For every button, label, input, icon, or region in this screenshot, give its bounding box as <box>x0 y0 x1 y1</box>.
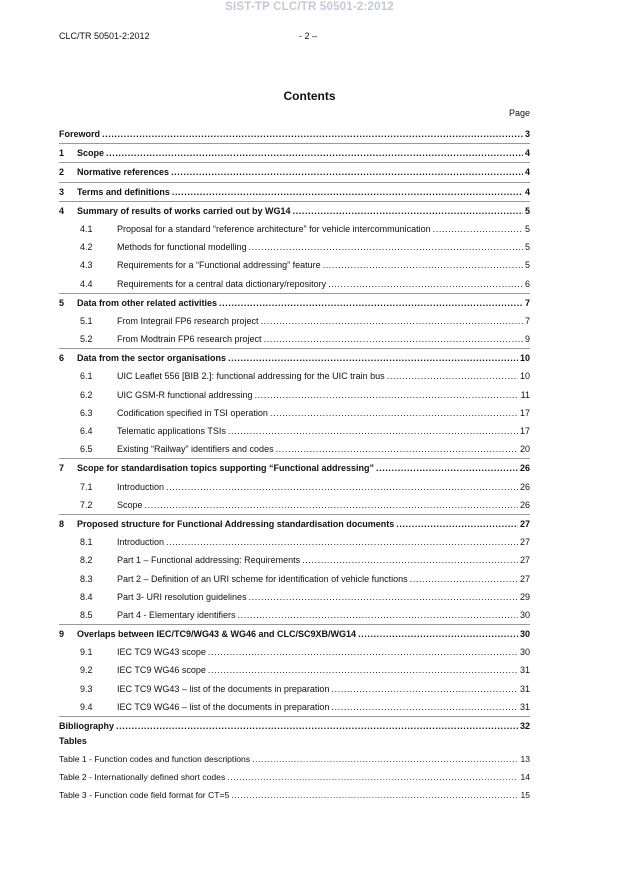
dot-leader <box>376 459 518 477</box>
toc-entry-page: 27 <box>519 573 530 584</box>
table-list-entry-title: Table 2 - Internationally defined short codes <box>59 772 226 783</box>
toc-entry-title: Data from other related activities <box>77 297 218 308</box>
toc-entry-number: 5 <box>59 297 65 308</box>
toc-entry-title: UIC GSM-R functional addressing <box>117 389 253 400</box>
toc-entry-number: 9.2 <box>80 665 93 676</box>
toc-entry-number: 8.2 <box>80 555 93 566</box>
toc-entry[interactable] <box>59 533 530 551</box>
dot-leader <box>255 386 519 404</box>
toc-entry-title: Scope <box>117 499 143 510</box>
toc-entry[interactable] <box>59 422 530 440</box>
toc-entry[interactable] <box>59 698 530 716</box>
toc-entry-title: IEC TC9 WG43 scope <box>117 647 206 658</box>
toc-entry-page: 7 <box>524 315 530 326</box>
toc-entry-title: Summary of results of works carried out by WG14 <box>77 205 291 216</box>
toc-entry-title: IEC TC9 WG43 – list of the documents in preparation <box>117 683 330 694</box>
toc-entry-title: Proposal for a standard “reference architecture” for vehicle intercommunication <box>117 223 431 234</box>
toc-entry-title: Telematic applications TSIs <box>117 426 226 436</box>
toc-entry-title: Introduction <box>117 537 165 548</box>
toc-entry[interactable] <box>59 182 530 201</box>
toc-entry-page: 32 <box>519 721 530 731</box>
toc-entry-number: 8.5 <box>80 609 93 620</box>
dot-leader <box>387 367 518 385</box>
toc-entry[interactable] <box>59 680 530 698</box>
toc-entry-number: 3 <box>59 186 65 197</box>
toc-entry[interactable] <box>59 551 530 569</box>
document-id: CLC/TR 50501-2:2012 <box>59 31 150 41</box>
toc-entry-title: UIC Leaflet 556 [BIB 2.]: functional addressing for the UIC train bus <box>117 371 385 382</box>
toc-entry[interactable] <box>59 367 530 385</box>
toc-entry-number: 1 <box>59 148 65 159</box>
table-list-entry[interactable] <box>59 786 530 804</box>
toc-entry-page: 26 <box>519 499 530 510</box>
toc-entry[interactable] <box>59 624 530 643</box>
dot-leader <box>264 330 523 348</box>
toc-entry-page: 27 <box>519 537 530 548</box>
toc-entry-number: 8.4 <box>80 591 93 602</box>
toc-entry-number: 8.3 <box>80 573 93 584</box>
toc-entry-number: 6.2 <box>80 389 93 400</box>
dot-leader <box>106 144 523 162</box>
table-list-entry-page: 15 <box>520 790 530 801</box>
toc-entry-title: Overlaps between IEC/TC9/WG43 & WG46 and CLC/SC9XB/WG14 <box>77 629 357 640</box>
toc-entry-page: 4 <box>524 186 530 197</box>
toc-entry-number: 9.3 <box>80 683 93 694</box>
toc-entry-page: 5 <box>524 205 530 216</box>
toc-entry[interactable] <box>59 514 530 533</box>
toc-entry[interactable] <box>59 661 530 679</box>
toc-entry-page: 10 <box>519 371 530 382</box>
toc-entry[interactable] <box>59 496 530 514</box>
toc-entry-page: 17 <box>519 426 530 436</box>
dot-leader <box>228 422 518 440</box>
toc-entry-page: 3 <box>524 129 530 139</box>
toc-entry-number: 5.1 <box>80 315 93 326</box>
dot-leader <box>219 294 523 312</box>
toc-entry-title: Codification specified in TSI operation <box>117 407 268 418</box>
dot-leader <box>171 163 523 181</box>
page-title: Contents <box>283 89 336 103</box>
dot-leader <box>116 717 518 735</box>
table-list-entry-page: 14 <box>520 772 530 783</box>
toc-entry-page: 17 <box>519 407 530 418</box>
toc-entry-number: 6.5 <box>80 444 93 455</box>
toc-entry[interactable] <box>59 125 530 143</box>
table-list-entry-page: 13 <box>520 754 530 764</box>
toc-entry-number: 5.2 <box>80 334 93 345</box>
toc-entry-number: 8.1 <box>80 537 93 548</box>
toc-entry-title: Bibliography <box>59 721 115 731</box>
dot-leader <box>323 256 523 274</box>
dot-leader <box>231 786 518 804</box>
toc-entry-title: Scope for standardisation topics supporting “Functional addressing” <box>77 463 375 474</box>
dot-leader <box>228 349 518 367</box>
toc-entry-number: 4.3 <box>80 260 93 271</box>
list-of-tables <box>59 750 530 805</box>
watermark: SIST-TP CLC/TR 50501-2:2012 <box>225 1 394 13</box>
dot-leader <box>410 570 518 588</box>
toc-entry-title: Normative references <box>77 167 170 178</box>
toc-entry-page: 4 <box>524 167 530 178</box>
table-list-entry-title: Table 3 - Function code field format for CT=5 <box>59 790 230 801</box>
toc-entry[interactable] <box>59 643 530 661</box>
toc-entry-number: 9.1 <box>80 647 93 658</box>
toc-entry-title: Data from the sector organisations <box>77 353 227 364</box>
toc-entry-title: From Modtrain FP6 research project <box>117 334 262 345</box>
toc-entry-number: 4.2 <box>80 242 93 253</box>
toc-entry[interactable] <box>59 716 530 735</box>
toc-entry[interactable] <box>59 220 530 238</box>
dot-leader <box>302 551 518 569</box>
toc-entry-number: 7.2 <box>80 499 93 510</box>
toc-entry-number: 4.4 <box>80 278 93 289</box>
toc-entry[interactable] <box>59 238 530 256</box>
toc-entry-page: 5 <box>524 223 530 234</box>
page-number: - 2 – <box>299 31 318 41</box>
dot-leader <box>166 478 518 496</box>
toc-entry-title: Requirements for a central data dictionary/repository <box>117 278 327 289</box>
toc-entry-title: From Integrail FP6 research project <box>117 315 259 326</box>
toc-entry-number: 7 <box>59 463 65 474</box>
toc-entry-title: Existing “Railway” identifiers and codes <box>117 444 274 455</box>
dot-leader <box>433 220 523 238</box>
dot-leader <box>270 404 518 422</box>
toc-entry[interactable] <box>59 386 530 404</box>
toc-entry[interactable] <box>59 201 530 220</box>
toc-entry-number: 6.3 <box>80 407 93 418</box>
dot-leader <box>331 698 518 716</box>
dot-leader <box>358 625 518 643</box>
dot-leader <box>249 238 523 256</box>
toc-entry-page: 7 <box>524 297 530 308</box>
toc-entry[interactable] <box>59 256 530 274</box>
toc-entry-title: Terms and definitions <box>77 186 170 197</box>
toc-entry-number: 9 <box>59 629 65 640</box>
toc-entry-page: 5 <box>524 260 530 271</box>
toc-entry-title: IEC TC9 WG46 scope <box>117 665 206 676</box>
toc-entry-number: 7.1 <box>80 481 93 492</box>
tables-heading: Tables <box>59 736 87 746</box>
toc-entry-title: Scope <box>77 148 105 159</box>
dot-leader <box>328 275 523 293</box>
toc-entry[interactable] <box>59 478 530 496</box>
toc-entry[interactable] <box>59 440 530 458</box>
toc-entry-title: Introduction <box>117 481 165 492</box>
dot-leader <box>166 533 518 551</box>
dot-leader <box>102 125 523 143</box>
toc-entry[interactable] <box>59 312 530 330</box>
toc-entry-page: 31 <box>519 665 530 676</box>
toc-entry[interactable] <box>59 143 530 162</box>
toc-entry-number: 6 <box>59 353 65 364</box>
table-list-entry[interactable] <box>59 750 530 768</box>
toc-entry-number: 2 <box>59 167 65 178</box>
toc-entry-title: Foreword <box>59 129 101 139</box>
toc-entry-title: Part 1 – Functional addressing: Requirements <box>117 555 301 566</box>
dot-leader <box>172 183 523 201</box>
dot-leader <box>145 496 518 514</box>
toc-entry-number: 6.4 <box>80 426 93 436</box>
toc-entry-title: Requirements for a “Functional addressing” feature <box>117 260 321 271</box>
toc-entry[interactable] <box>59 348 530 367</box>
dot-leader <box>276 440 518 458</box>
toc-entry-title: Proposed structure for Functional Addressing standardisation documents <box>77 518 395 529</box>
toc-entry-title: Part 3- URI resolution guidelines <box>117 591 247 602</box>
toc-entry[interactable] <box>59 293 530 312</box>
table-of-contents <box>59 125 530 735</box>
toc-entry-number: 4 <box>59 205 65 216</box>
toc-entry-page: 9 <box>524 334 530 345</box>
toc-entry[interactable] <box>59 606 530 624</box>
toc-entry-title: Part 2 – Definition of an URI scheme for identification of vehicle functions <box>117 573 408 584</box>
toc-entry-number: 4.1 <box>80 223 93 234</box>
toc-entry-page: 31 <box>519 701 530 712</box>
toc-entry-title: Methods for functional modelling <box>117 242 247 253</box>
toc-entry-page: 29 <box>519 591 530 602</box>
toc-entry-page: 11 <box>520 389 530 400</box>
dot-leader <box>252 750 518 768</box>
dot-leader <box>396 515 518 533</box>
dot-leader <box>331 680 518 698</box>
toc-entry-page: 27 <box>519 518 530 529</box>
dot-leader <box>293 202 523 220</box>
toc-entry-number: 8 <box>59 518 65 529</box>
toc-entry-page: 6 <box>524 278 530 289</box>
toc-entry[interactable] <box>59 162 530 181</box>
page-column-label: Page <box>508 108 530 118</box>
dot-leader <box>208 661 518 679</box>
toc-entry-page: 4 <box>524 148 530 159</box>
dot-leader <box>261 312 523 330</box>
dot-leader <box>249 588 518 606</box>
dot-leader <box>208 643 518 661</box>
toc-entry[interactable] <box>59 275 530 293</box>
table-list-entry[interactable] <box>59 768 530 786</box>
toc-entry-page: 30 <box>519 629 530 640</box>
table-list-entry-title: Table 1 - Function codes and function descriptions <box>59 754 251 764</box>
toc-entry-page: 30 <box>519 647 530 658</box>
toc-entry-page: 26 <box>519 463 530 474</box>
toc-entry-page: 27 <box>519 555 530 566</box>
toc-entry-number: 9.4 <box>80 701 93 712</box>
toc-entry[interactable] <box>59 330 530 348</box>
toc-entry[interactable] <box>59 458 530 477</box>
toc-entry-page: 10 <box>519 353 530 364</box>
toc-entry-page: 20 <box>519 444 530 455</box>
toc-entry[interactable] <box>59 588 530 606</box>
toc-entry[interactable] <box>59 570 530 588</box>
toc-entry-page: 30 <box>519 609 530 620</box>
toc-entry[interactable] <box>59 404 530 422</box>
toc-entry-number: 6.1 <box>80 371 93 382</box>
dot-leader <box>238 606 518 624</box>
toc-entry-title: IEC TC9 WG46 – list of the documents in preparation <box>117 701 330 712</box>
toc-entry-page: 31 <box>519 683 530 694</box>
toc-entry-page: 26 <box>519 481 530 492</box>
dot-leader <box>227 768 518 786</box>
toc-entry-title: Part 4 - Elementary identifiers <box>117 609 236 620</box>
toc-entry-page: 5 <box>524 242 530 253</box>
